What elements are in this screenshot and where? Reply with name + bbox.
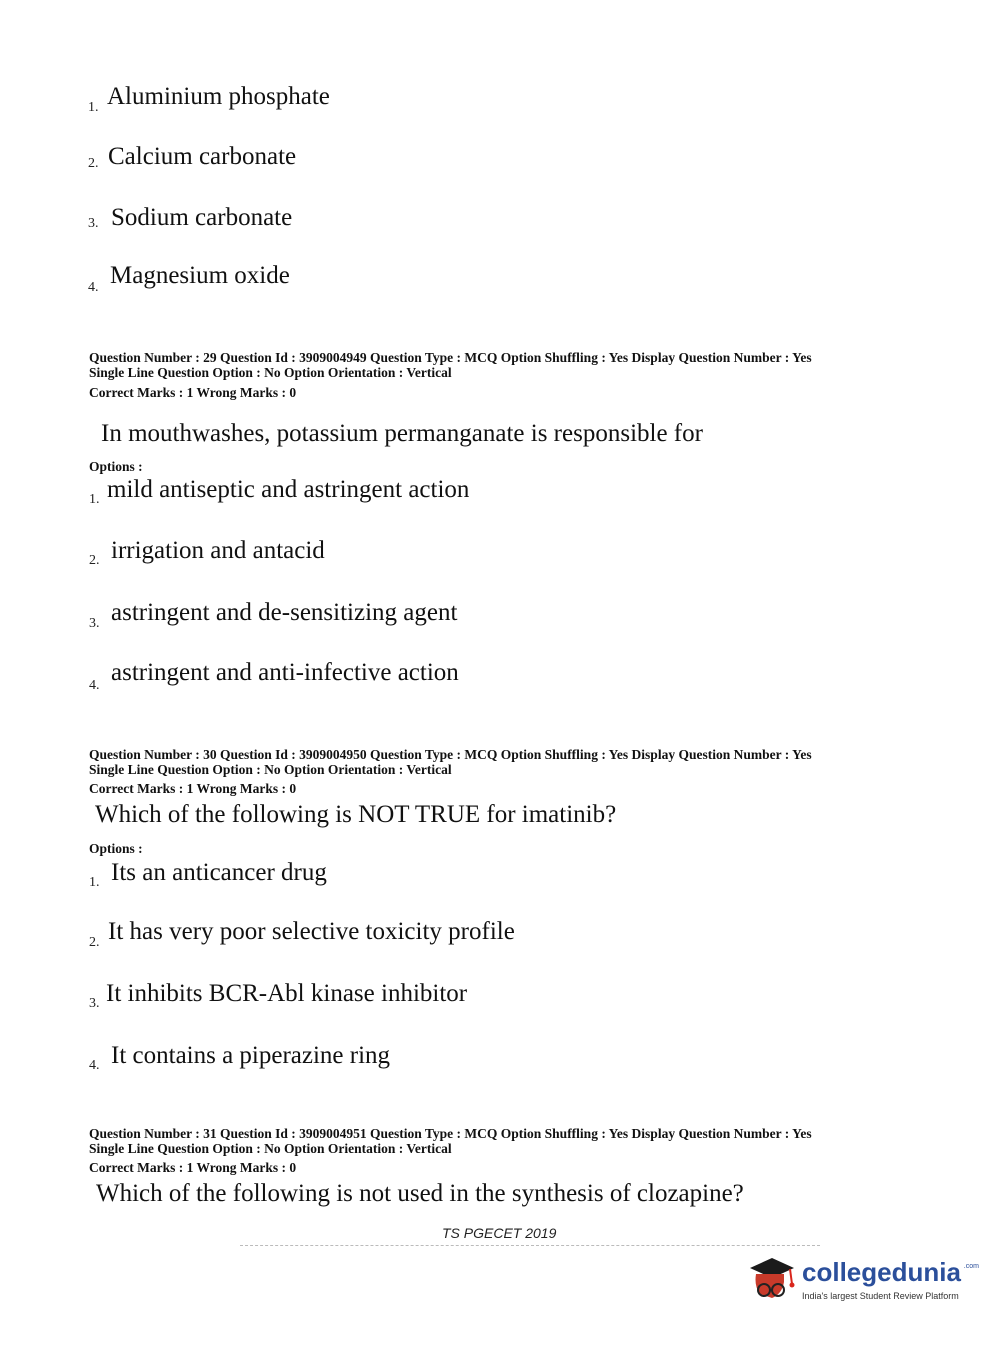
question-meta-line1: Question Number : 30 Question Id : 3909004950 Question Type : MCQ Option Shuffling : Yes Display Question Number : Yes: [89, 747, 812, 762]
question-block-31: [0, 1116, 1000, 1216]
question-text: Which of the following is NOT TRUE for imatinib?: [95, 801, 617, 828]
brand-suffix: .com: [963, 1263, 979, 1270]
option-text: mild antiseptic and astringent action: [107, 476, 470, 503]
question-block-29: [0, 340, 1000, 700]
exam-label: TS PGECET 2019: [442, 1225, 557, 1241]
brand-name: collegedunia: [802, 1257, 961, 1287]
question-text: In mouthwashes, potassium permanganate is responsible for: [101, 420, 703, 447]
option-text: astringent and de-sensitizing agent: [111, 599, 458, 626]
option-number: 1.: [89, 875, 100, 890]
option-text: It contains a piperazine ring: [111, 1042, 391, 1069]
question-marks: Correct Marks : 1 Wrong Marks : 0: [89, 1160, 297, 1175]
option-number: 3.: [88, 216, 99, 231]
question-meta-line2: Single Line Question Option : No Option Orientation : Vertical: [89, 365, 452, 380]
option-text: Aluminium phosphate: [107, 83, 330, 110]
question-marks: Correct Marks : 1 Wrong Marks : 0: [89, 385, 297, 400]
question-text: Which of the following is not used in the synthesis of clozapine?: [96, 1180, 744, 1207]
option-text: Calcium carbonate: [108, 143, 297, 170]
option-number: 2.: [88, 156, 99, 171]
question-marks: Correct Marks : 1 Wrong Marks : 0: [89, 781, 297, 796]
prev-question-options: [0, 0, 1000, 310]
option-text: It has very poor selective toxicity profile: [108, 918, 515, 945]
option-number: 3.: [89, 616, 100, 631]
option-text: Magnesium oxide: [110, 262, 290, 289]
option-number: 4.: [89, 678, 100, 693]
footer-divider: [240, 1245, 820, 1246]
option-text: Sodium carbonate: [111, 204, 293, 231]
option-text: It inhibits BCR-Abl kinase inhibitor: [106, 980, 468, 1007]
option-text: astringent and anti-infective action: [111, 659, 459, 686]
question-meta-line1: Question Number : 31 Question Id : 3909004951 Question Type : MCQ Option Shuffling : Yes Display Question Number : Yes: [89, 1126, 812, 1141]
question-meta-line1: Question Number : 29 Question Id : 3909004949 Question Type : MCQ Option Shuffling : Yes Display Question Number : Yes: [89, 350, 812, 365]
graduate-mascot-icon: [742, 1252, 798, 1308]
option-number: 2.: [89, 553, 100, 568]
options-label: Options :: [89, 459, 143, 474]
option-number: 3.: [89, 996, 100, 1011]
option-text: Its an anticancer drug: [111, 859, 327, 886]
question-meta-line2: Single Line Question Option : No Option Orientation : Vertical: [89, 1141, 452, 1156]
option-number: 2.: [89, 935, 100, 950]
question-block-30: [0, 737, 1000, 1077]
collegedunia-logo: [742, 1250, 979, 1310]
option-number: 1.: [89, 492, 100, 507]
option-text: irrigation and antacid: [111, 537, 325, 564]
option-number: 4.: [89, 1058, 100, 1073]
brand-tagline: India's largest Student Review Platform: [802, 1291, 959, 1301]
option-number: 4.: [88, 280, 99, 295]
question-meta-line2: Single Line Question Option : No Option Orientation : Vertical: [89, 762, 452, 777]
brand-text: [802, 1257, 979, 1301]
options-label: Options :: [89, 841, 143, 856]
option-number: 1.: [88, 100, 99, 115]
